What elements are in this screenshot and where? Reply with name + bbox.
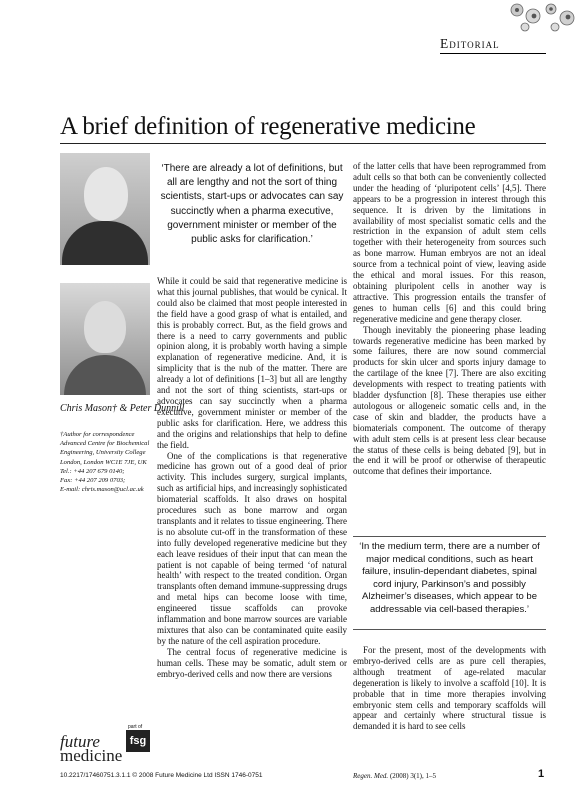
fsg-logo: fsg (126, 730, 150, 752)
article-column-2-continued (353, 645, 546, 732)
article-title: A brief definition of regenerative medicine (60, 113, 476, 140)
part-of-label: part of (128, 724, 143, 730)
cell-illustration (507, 2, 579, 32)
journal-name: Regen. Med. (353, 772, 389, 780)
pull-quote-top: ‘There are already a lot of definitions, but all are lengthy and not the sort of thing scientists, start-ups or advocates can say succinctly when a pharma executive, government minister or member of the public asks for clarification.’ (160, 163, 344, 246)
article-column-2 (353, 161, 546, 477)
page-number: 1 (538, 768, 545, 780)
title-rule (60, 143, 546, 144)
pull-quote-middle: ‘In the medium term, there are a number of major medical conditions, such as heart failure, insulin-dependant diabetes, spinal cord injury, Parkinson’s and possibly Alzheimer’s diseases, which appear to be addressable via cell-based therapies.’ (359, 541, 540, 615)
article-column-1 (157, 276, 347, 680)
logo-text-future: future (60, 732, 100, 751)
author-photo-dunnill (60, 283, 150, 395)
paragraph: The central focus of regenerative medicine is human cells. These may be somatic, adult stem or embryo-derived cells and now there are versions (157, 646, 347, 679)
author-photo-mason (60, 153, 150, 265)
footer-doi: 10.2217/17460751.3.1.1 © 2008 Future Medicine Ltd ISSN 1746-0751 (60, 772, 263, 779)
author-affiliation: †Author for correspondence Advanced Centre for Biochemical Engineering, University College London, London WC1E 7JE, UK Tel.: +44 207 679 0140; Fax: +44 207 209 0703; E-mail: chris.mason@ucl.ac.uk (60, 431, 150, 494)
paragraph: One of the complications is that regenerative medicine has grown out of a good deal of prior activity. This includes surgery, surgical implants, such as artificial hips, and increasingly sophisticated biomaterial scaffolds. It also draws on hospital procedures such as bone marrow and organ transplants and it relates to tissue engineering. There is no absolute cut-off in the transformation of these into fully developed regenerative medicine but they each leave residues of their input that can mean the patient is not capable of being termed ‘of natural health’ with respect to the treated condition. Organ transplants often demand immune-suppressing drugs and metal hips can become loose with time, engineered tissue scaffolds can provoke inflammation and bone marrow sources are variable mixtures that also can be contaminated quite easily by the nature of the cell aspiration procedure. (157, 450, 347, 646)
citation-details: (2008) 3(1), 1–5 (388, 772, 437, 780)
paragraph: For the present, most of the developments with embryo-derived cells are as pure cell therapies, although treatment of age-related macular degeneration is likely to involve a scaffold [10]. It is probable that in time more therapies involving embryonic stem cells and temporary scaffolds will appear and certainly where structural tissue is demanded it is hard to see cells (353, 645, 546, 732)
logo-text-medicine: medicine (60, 746, 123, 765)
author-names: Chris Mason† & Peter Dunnill (60, 403, 185, 414)
paragraph: While it could be said that regenerative medicine is what this journal publishes, that would be cynical. It could also be claimed that most people interested in the field have a good grasp of what is entailed, and this is probably correct. But, as the field grows and there is a need to carry governments and public opinion along, it is probably worth having a simple explanation of regenerative medicine. And, it is simplicity that is the nub of the matter. There are already a lot of definitions [1–3] but all are lengthy and not the sort of thing scientists, start-ups or advocates can say succinctly when a pharma executive, government minister or member of the public asks for clarification. Here, we address this and the origins and relationships that help to define the field. (157, 276, 347, 450)
paragraph: Though inevitably the pioneering phase leading towards regenerative medicine has been marked by some failures, there are now sound commercial products for skin ulcer and sports injury damage to the cartilage of the knee [7]. There are also exciting developments with respect to treating patients with bladder dysfunction [8]. These therapies use either autologous or allogeneic somatic cells and, in the case of skin and bladder, the products have a biomaterials component. The outcome of therapy with adult stem cells is at present less clear because the status of these cells is being debated [9], but in the end it will be proof or otherwise of therapeutic outcome that defines their importance. (353, 324, 546, 477)
future-medicine-logo (60, 732, 123, 765)
section-rule (440, 53, 546, 54)
section-label: Editorial (440, 36, 500, 51)
footer-citation (353, 772, 436, 780)
pull-quote-rule-top (353, 536, 546, 537)
pull-quote-rule-bottom (353, 629, 546, 630)
paragraph: of the latter cells that have been reprogrammed from adult cells so that both can be conveniently collected under the heading of ‘pluripotent cells’ [4,5]. There appears to be a progression in interest through this sequence. It is driven by the limitations in availability of most specialist somatic cells and the restriction in the expansion of adult stem cells together with their heterogeneity from sources such as bone marrow. Human embryos are not an ideal source from a technical point of view, leaving aside the ethical and moral issues. For this reason, obtaining pluripolent cells in another way is attractive. This progression entails the transfer of genes to human cells [6] and this could bring regenerative medicine and gene therapy closer. (353, 161, 546, 324)
